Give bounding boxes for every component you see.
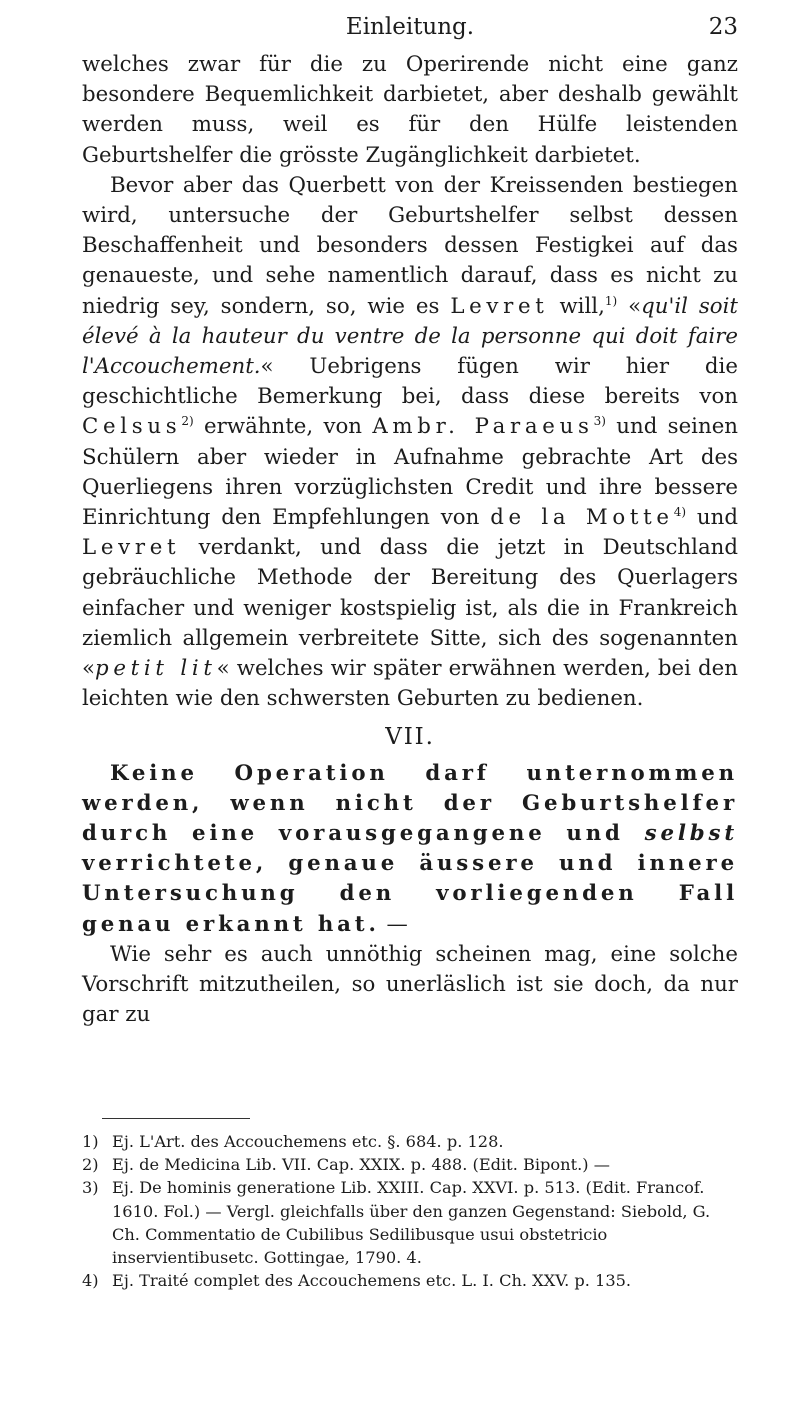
text-run: Uebrigens fügen wir hier die geschichtliche Bemerkung bei, dass diese bereits von: [82, 354, 738, 410]
footnote-ref-1: 1): [604, 293, 618, 308]
rule-text-a: Keine Operation darf unternommen werden, wenn nicht der Geburtshelfer durch eine vorausgegangene und: [82, 760, 738, 847]
rule-emphasis: selbst: [644, 821, 738, 847]
author-name-paraeus: Ambr. Paraeus: [372, 414, 594, 440]
text-run: verdankt, und dass die jetzt in Deutschland gebräuchliche Methode der Bereitung des Querlagers einfacher und weniger kostspielig ist, als die in Frankreich ziemlich allgemein verbreitete Sitte, sich des sogenannten: [82, 535, 738, 651]
quote-open: «: [617, 293, 642, 319]
footnote-4: [82, 1269, 738, 1292]
footnotes: [82, 1130, 738, 1292]
text-run: welches wir später erwähnen werden, bei den leichten wie den schwersten Geburten zu bedienen.: [82, 656, 738, 712]
quote-open-2: «: [82, 656, 96, 682]
rule-text-b: verrichtete, genaue äussere und innere Untersuchung den vorliegenden Fall genau erkannt hat.: [82, 851, 738, 937]
french-quote: qu'il soit élevé à la hauteur du ventre de la personne qui doit faire l'Accouchement.: [82, 293, 738, 380]
footnote-ref-3: 3): [593, 414, 606, 429]
author-name-motte: de la Motte: [490, 505, 674, 531]
rule-dash: —: [379, 911, 408, 937]
term-petit-lit: petit lit: [95, 656, 217, 682]
section-heading: VII.: [385, 724, 435, 751]
footnote-mark: 2): [82, 1155, 99, 1175]
text-run: Bevor aber das Querbett von der Kreissenden bestiegen wird, untersuche der Geburtshelfer selbst dessen Beschaffenheit und besonders dessen Festigkei auf das genaueste, und sehe namentlich darauf, dass es nicht zu niedrig sey, sondern, so, wie es: [82, 172, 738, 319]
footnote-mark: 1): [82, 1132, 99, 1151]
paragraph-continuation: welches zwar für die zu Operirende nicht eine ganz besondere Bequemlichkeit darbietet, aber deshalb gewählt werden muss, weil es für den Hülfe leistenden Geburtshelfer die grösste Zugänglichkeit darbietet.: [82, 52, 738, 168]
footnote-text: Ej. L'Art. des Accouchemens etc. §. 684. p. 128.: [112, 1132, 504, 1151]
author-name-levret-2: Levret: [82, 535, 181, 561]
footnote-text: Ej. Traité complet des Accouchemens etc. L. I. Ch. XXV. p. 135.: [112, 1271, 632, 1291]
footnote-2: [82, 1153, 738, 1176]
paragraph-unnothig: Wie sehr es auch unnöthig scheinen mag, eine solche Vorschrift mitzutheilen, so unerläslich ist sie doch, da nur gar zu: [82, 941, 738, 1028]
footnote-mark: 3): [82, 1178, 99, 1198]
footnote-ref-4: 4): [673, 504, 687, 519]
footnote-ref-2: 2): [181, 414, 194, 429]
page-header: [82, 14, 738, 44]
text-run: und seinen Schülern aber wieder in Aufnahme gebrachte Art des Querliegens ihren vorzüglichsten Credit und ihre bessere Einrichtung den Empfehlungen von: [82, 414, 739, 531]
page-number: 23: [708, 14, 738, 40]
text-run: will,: [548, 293, 605, 319]
footnote-mark: 4): [82, 1271, 99, 1291]
author-name-levret: Levret: [450, 293, 549, 319]
footnote-text: Ej. de Medicina Lib. VII. Cap. XXIX. p. 488. (Edit. Bipont.) —: [112, 1155, 610, 1175]
footnote-text: Ej. De hominis generatione Lib. XXIII. Cap. XXVI. p. 513. (Edit. Francof. 1610. Fol.) — Vergl. gleichfalls über den ganzen Gegenstand: Siebold, G. Ch. Commentatio de Cubilibus Sedilibusque usui obstetricio inservientibusetc. Gottingae, 1790. 4.: [112, 1178, 711, 1268]
main-text: [82, 50, 738, 1031]
quote-close: «: [260, 354, 310, 380]
text-run: erwähnte, von: [193, 414, 373, 440]
author-name-celsus: Celsus: [82, 414, 182, 440]
text-run: und: [686, 505, 738, 531]
running-head: Einleitung.: [345, 14, 475, 40]
footnote-rule: [102, 1118, 250, 1119]
footnote-3: [82, 1176, 738, 1269]
paragraph-querbett: [82, 171, 738, 715]
footnote-1: [82, 1130, 738, 1153]
quote-close-2: «: [216, 656, 230, 682]
paragraph-rule: [82, 759, 738, 940]
